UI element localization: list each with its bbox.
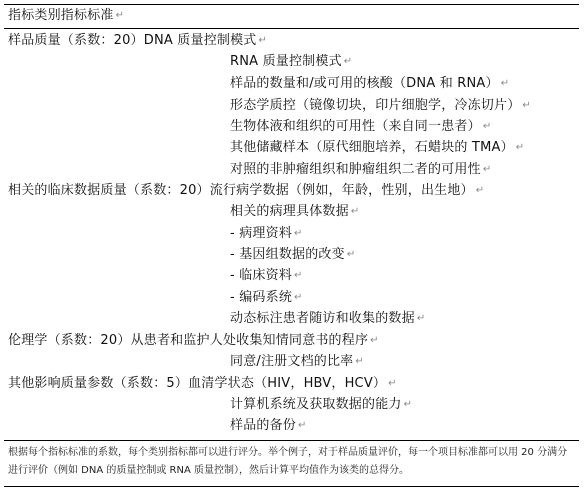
criterion: - 基因组数据的改变 ↵ — [230, 247, 356, 262]
criterion: 样品的备份 ↵ — [230, 418, 307, 433]
section-category: 相关的临床数据质量（系数：20） — [8, 183, 210, 198]
criterion: - 临床资料 ↵ — [230, 268, 303, 283]
section-row: 样品质量（系数：20）DNA 质量控制模式 ↵ — [8, 33, 268, 48]
criterion: 同意/注册文档的比率 ↵ — [230, 354, 364, 369]
table-header: 指标类别指标标准 ↵ — [8, 8, 125, 23]
section-row: 伦理学（系数：20）从患者和监护人处收集知情同意书的程序 ↵ — [8, 333, 379, 348]
criterion: 计算机系统及获取数据的能力 ↵ — [230, 397, 413, 412]
section-category: 伦理学（系数：20） — [8, 333, 131, 348]
table-header-text: 指标类别指标标准 — [8, 8, 114, 23]
header-rule — [4, 28, 579, 29]
criterion: 样品的数量和/或可用的核酸（DNA 和 RNA） ↵ — [230, 76, 510, 91]
criterion: 形态学质控（镜像切块，印片细胞学，冷冻切片） ↵ — [230, 98, 531, 113]
section-row: 相关的临床数据质量（系数：20）流行病学数据（例如，年龄，性别，出生地） ↵ — [8, 183, 485, 198]
criterion: DNA 质量控制模式 — [143, 33, 257, 48]
criterion: 其他储藏样本（原代细胞培养，石蜡块的 TMA） ↵ — [230, 140, 525, 155]
criterion: 从患者和监护人处收集知情同意书的程序 — [130, 333, 369, 348]
section-category: 其他影响质量参数（系数：5） — [8, 376, 189, 391]
index-table — [4, 4, 579, 488]
criterion: 流行病学数据（例如，年龄，性别，出生地） — [209, 183, 474, 198]
criterion: 血清学状态（HIV，HBV，HCV） — [188, 376, 387, 391]
criterion: 生物体液和组织的可用性（来自同一患者） ↵ — [230, 119, 492, 134]
table-top-rule — [4, 4, 579, 5]
section-category: 样品质量（系数：20） — [8, 33, 144, 48]
footnote: 根据每个指标标准的系数，每个类别指标都可以进行评分。举个例子，对于样品质量评价，每一个项目标准都可以用 20 分满分进行评价（例如 DNA 的质量控制或 RNA 质量控制），然后计算平均值作为该类的总得分。 — [8, 447, 568, 476]
criterion: 相关的病理具体数据 ↵ — [230, 204, 360, 219]
footnote-rule — [4, 440, 579, 441]
criterion: 对照的非肿瘤组织和肿瘤组织二者的可用性 ↵ — [230, 162, 492, 177]
table-bottom-rule — [4, 486, 579, 487]
criterion: RNA 质量控制模式 ↵ — [230, 54, 353, 69]
criterion: - 病理资料 ↵ — [230, 226, 303, 241]
criterion: 动态标注患者随访和收集的数据 ↵ — [230, 311, 426, 326]
criterion: - 编码系统 ↵ — [230, 290, 303, 305]
section-row: 其他影响质量参数（系数：5）血清学状态（HIV，HBV，HCV） ↵ — [8, 376, 397, 391]
